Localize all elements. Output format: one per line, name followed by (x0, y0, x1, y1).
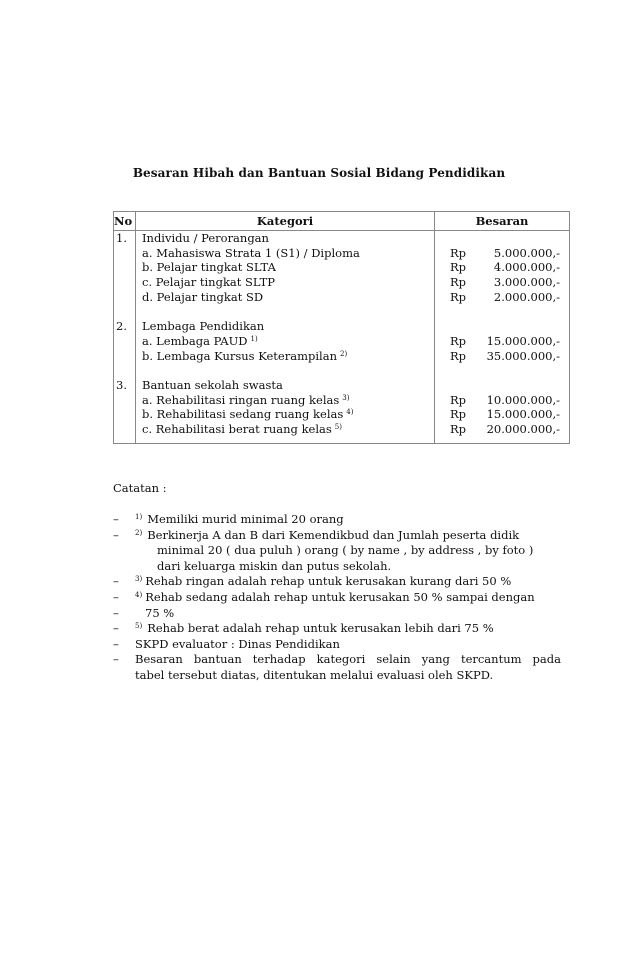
list-item: c. Pelajar tingkat SLTP (142, 275, 276, 290)
note-item: – SKPD evaluator : Dinas Pendidikan (113, 636, 340, 651)
page-title: Besaran Hibah dan Bantuan Sosial Bidang Pendidikan (132, 166, 506, 180)
note-item: – Besaran bantuan terhadap kategori selain yang tercantum pada tabel tersebut diatas, ditentukan melalui evaluasi oleh SKPD. (113, 652, 561, 682)
note-item-continuation: – 75 % (113, 605, 175, 620)
group-number: 1. (116, 231, 127, 245)
group-label: Individu / Perorangan (142, 231, 269, 245)
group-label: Lembaga Pendidikan (142, 319, 265, 334)
amount-cell: Rp 35.000.000,- (450, 348, 560, 363)
list-item: c. Rehabilitasi berat ruang kelas $^{5)}$ (142, 421, 342, 436)
dash-bullet: – (113, 589, 119, 604)
dash-bullet: – (113, 636, 119, 651)
dash-bullet: – (113, 621, 119, 636)
header-besaran: Besaran (435, 212, 570, 231)
footnote-marker: 3) (342, 393, 350, 402)
note-item: – $^{1)}$ Memiliki murid minimal 20 orang (113, 512, 344, 526)
footnote-marker: 4) (346, 408, 354, 417)
footnote-marker: 5) (334, 422, 342, 431)
note-item: – $^{3)}$ Rehab ringan adalah rehap untuk kerusakan kurang dari 50 % (113, 574, 512, 589)
list-item: a. Rehabilitasi ringan ruang kelas $^{3)}$ (142, 392, 350, 407)
dash-bullet: – (113, 605, 119, 620)
amount-cell: Rp 20.000.000,- (450, 421, 560, 436)
footnote-marker: 1) (135, 513, 143, 521)
list-item: a. Lembaga PAUD $^{1)}$ (142, 333, 258, 348)
note-item: – $^{4)}$ Rehab sedang adalah rehap untuk kerusakan 50 % sampai dengan (113, 589, 535, 604)
footnote-marker: 4) (135, 590, 143, 599)
footnote-marker: 2) (339, 349, 348, 358)
notes-section (113, 480, 561, 684)
header-no: No (114, 212, 136, 231)
dash-bullet: – (113, 652, 119, 667)
table-body-row (114, 231, 570, 444)
amount-cell: Rp 5.000.000,- (450, 245, 560, 260)
group-number: 3. (116, 377, 127, 392)
note-item: – $^{5)}$ Rehab berat adalah rehap untuk kerusakan lebih dari 75 % (113, 621, 494, 636)
amount-cell: Rp 4.000.000,- (450, 260, 560, 275)
besaran-column (435, 231, 570, 444)
list-item: b. Pelajar tingkat SLTA (142, 260, 276, 275)
allocation-table (113, 211, 570, 444)
footnote-marker: 5) (135, 622, 143, 631)
list-item: b. Rehabilitasi sedang ruang kelas $^{4)}$ (142, 407, 354, 422)
no-column (114, 231, 136, 444)
footnote-marker: 1) (250, 334, 258, 343)
list-item: b. Lembaga Kursus Keterampilan $^{2)}$ (142, 348, 348, 363)
dash-bullet: – (113, 574, 119, 589)
footnote-marker: 3) (135, 575, 143, 584)
table-header-row (114, 212, 570, 231)
list-item: d. Pelajar tingkat SD (142, 289, 264, 304)
group-number: 2. (116, 319, 127, 334)
footnote-marker: 2) (135, 528, 143, 537)
amount-cell: Rp 2.000.000,- (450, 289, 560, 304)
notes-title: Catatan : (113, 481, 167, 495)
list-item: a. Mahasiswa Strata 1 (S1) / Diploma (142, 245, 360, 260)
amount-cell: Rp 10.000.000,- (450, 392, 560, 407)
kategori-column (136, 231, 435, 444)
amount-cell: Rp 15.000.000,- (450, 333, 560, 348)
dash-bullet: – (113, 527, 119, 542)
note-item: – $^{2)}$ Berkinerja A dan B dari Kemendikbud dan Jumlah peserta didik minimal 20 ( dua puluh ) orang ( by name , by address , by foto ) dari keluarga miskin dan putus sekolah. (113, 527, 534, 573)
group-label: Bantuan sekolah swasta (142, 377, 283, 392)
dash-bullet: – (113, 512, 119, 526)
amount-cell: Rp 15.000.000,- (450, 407, 560, 422)
amount-cell: Rp 3.000.000,- (450, 275, 560, 290)
header-kategori: Kategori (136, 212, 435, 231)
